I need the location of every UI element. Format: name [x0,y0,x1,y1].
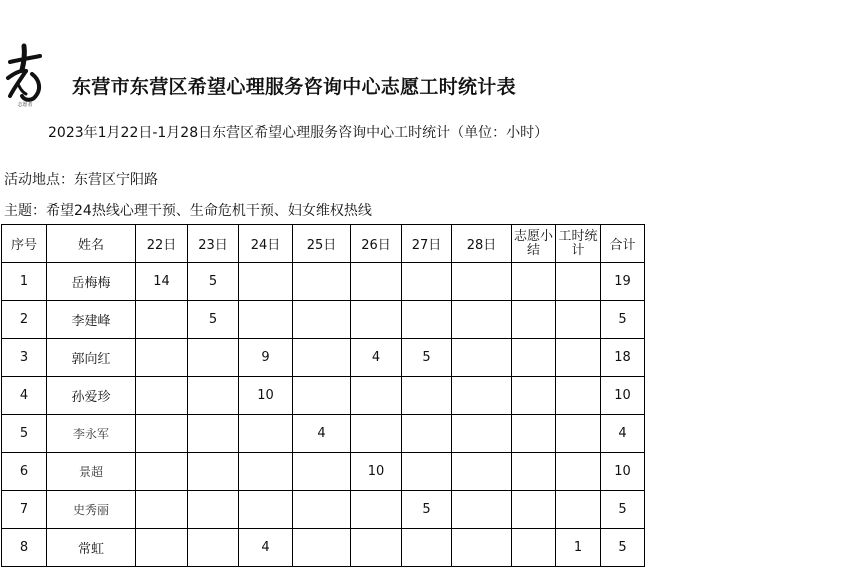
cell-total: 19 [601,263,645,301]
table-row [2,529,645,567]
cell-d24: 4 [239,529,293,567]
cell-hours [556,263,601,301]
header-d25: 25日 [293,225,351,263]
cell-d27 [402,263,452,301]
cell-d27 [402,377,452,415]
cell-d24 [239,263,293,301]
cell-d23 [188,377,239,415]
cell-summary [512,339,556,377]
cell-name: 岳梅梅 [47,263,136,301]
cell-total: 18 [601,339,645,377]
cell-d27: 5 [402,491,452,529]
cell-d27 [402,529,452,567]
header-hours: 工时统计 [556,225,601,263]
cell-total: 5 [601,301,645,339]
cell-summary [512,301,556,339]
table-row [2,415,645,453]
cell-name: 景超 [47,453,136,491]
cell-name: 孙爱珍 [47,377,136,415]
cell-d27: 5 [402,339,452,377]
cell-d22 [136,453,188,491]
cell-d26 [351,377,402,415]
cell-name: 李建峰 [47,301,136,339]
cell-d26 [351,529,402,567]
cell-d25 [293,491,351,529]
cell-d28 [452,529,512,567]
cell-d23: 5 [188,263,239,301]
cell-d28 [452,263,512,301]
cell-d23: 5 [188,301,239,339]
cell-d28 [452,301,512,339]
cell-summary [512,453,556,491]
cell-d26 [351,301,402,339]
cell-seq: 8 [2,529,47,567]
cell-seq: 4 [2,377,47,415]
cell-d23 [188,491,239,529]
cell-summary [512,263,556,301]
cell-d24: 9 [239,339,293,377]
cell-d26: 4 [351,339,402,377]
cell-total: 5 [601,529,645,567]
table-row [2,263,645,301]
cell-seq: 5 [2,415,47,453]
header-d22: 22日 [136,225,188,263]
cell-d25: 4 [293,415,351,453]
cell-d23 [188,339,239,377]
table-header-row [2,225,645,263]
cell-seq: 6 [2,453,47,491]
header-summary: 志愿小结 [512,225,556,263]
header-d26: 26日 [351,225,402,263]
cell-name: 郭向红 [47,339,136,377]
cell-d22: 14 [136,263,188,301]
header-d28: 28日 [452,225,512,263]
cell-seq: 3 [2,339,47,377]
cell-hours [556,301,601,339]
cell-d28 [452,339,512,377]
cell-d27 [402,301,452,339]
cell-d26 [351,491,402,529]
header-seq: 序号 [2,225,47,263]
cell-d25 [293,529,351,567]
cell-name: 常虹 [47,529,136,567]
cell-summary [512,491,556,529]
cell-d25 [293,339,351,377]
table-row [2,339,645,377]
cell-total: 4 [601,415,645,453]
cell-d24 [239,415,293,453]
cell-d24 [239,301,293,339]
volunteer-logo-icon [4,40,46,108]
table-row [2,453,645,491]
header-d23: 23日 [188,225,239,263]
cell-hours [556,415,601,453]
cell-d28 [452,453,512,491]
cell-seq: 2 [2,301,47,339]
activity-theme: 主题：希望24热线心理干预、生命危机干预、妇女维权热线 [4,203,372,219]
cell-d27 [402,453,452,491]
cell-d24: 10 [239,377,293,415]
cell-hours [556,491,601,529]
hours-table [1,224,645,567]
logo-caption: 志愿者 [17,102,33,108]
cell-d25 [293,263,351,301]
cell-d28 [452,377,512,415]
cell-d23 [188,453,239,491]
cell-d26 [351,263,402,301]
cell-seq: 1 [2,263,47,301]
cell-d25 [293,377,351,415]
cell-d25 [293,453,351,491]
cell-d27 [402,415,452,453]
cell-summary [512,415,556,453]
cell-d22 [136,301,188,339]
cell-name: 史秀丽 [47,491,136,529]
cell-d24 [239,453,293,491]
cell-d24 [239,491,293,529]
header-d24: 24日 [239,225,293,263]
cell-d22 [136,529,188,567]
cell-d23 [188,415,239,453]
header-name: 姓名 [47,225,136,263]
cell-summary [512,377,556,415]
cell-total: 5 [601,491,645,529]
table-row [2,377,645,415]
cell-d22 [136,339,188,377]
cell-d28 [452,415,512,453]
header-d27: 27日 [402,225,452,263]
cell-seq: 7 [2,491,47,529]
cell-d22 [136,377,188,415]
cell-hours: 1 [556,529,601,567]
cell-hours [556,377,601,415]
cell-hours [556,453,601,491]
cell-d26 [351,415,402,453]
cell-d28 [452,491,512,529]
cell-total: 10 [601,453,645,491]
cell-d26: 10 [351,453,402,491]
subtitle: 2023年1月22日-1月28日东营区希望心理服务咨询中心工时统计（单位：小时） [48,125,549,141]
table-row [2,301,645,339]
cell-d25 [293,301,351,339]
cell-d22 [136,491,188,529]
cell-hours [556,339,601,377]
cell-d23 [188,529,239,567]
cell-d22 [136,415,188,453]
header-total: 合计 [601,225,645,263]
activity-location: 活动地点：东营区宁阳路 [4,172,158,188]
table-row [2,491,645,529]
cell-summary [512,529,556,567]
page-title: 东营市东营区希望心理服务咨询中心志愿工时统计表 [72,76,516,98]
cell-name: 李永军 [47,415,136,453]
cell-total: 10 [601,377,645,415]
